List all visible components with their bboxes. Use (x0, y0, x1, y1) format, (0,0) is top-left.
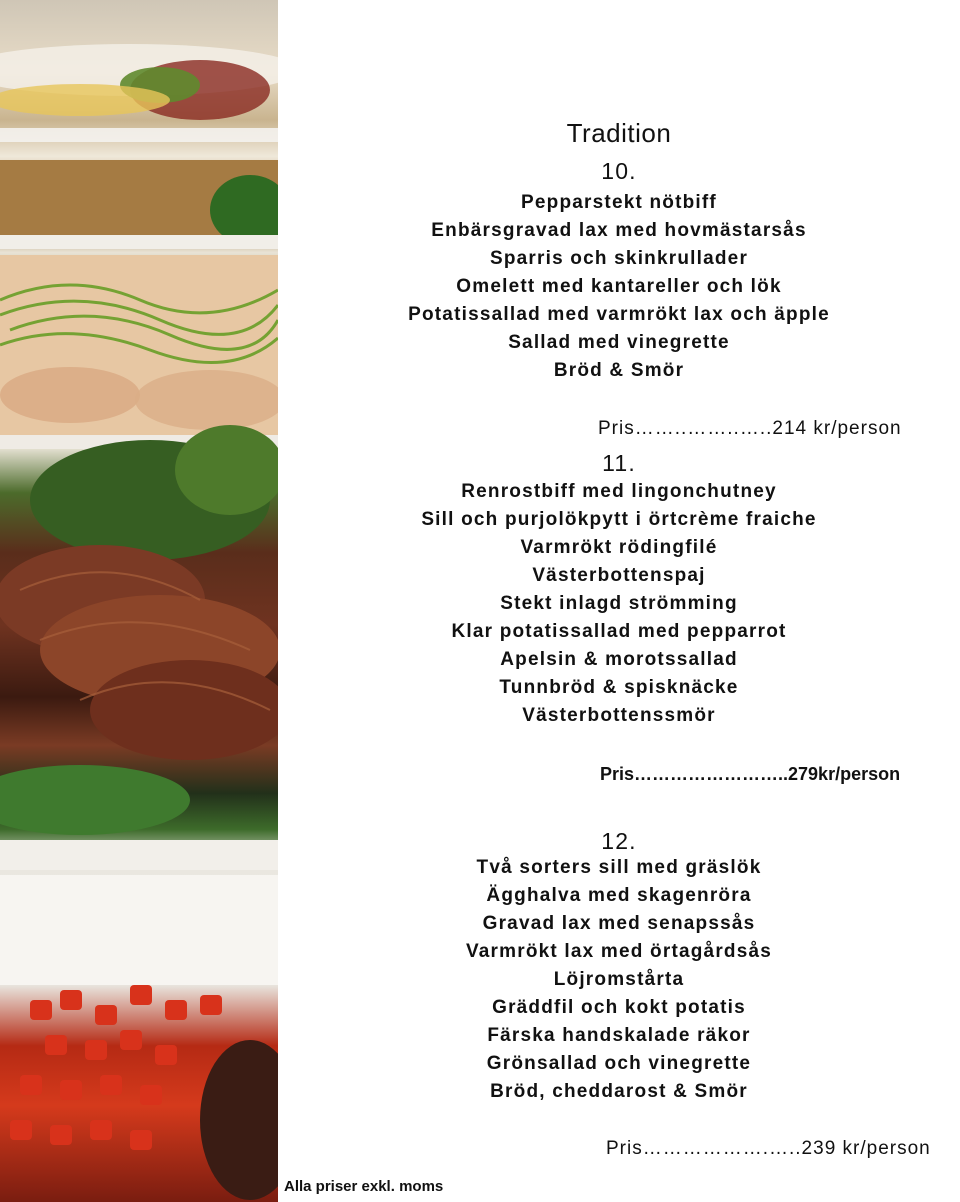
menu-item: Klar potatissallad med pepparrot (451, 621, 787, 642)
menu-item: Tunnbröd & spisknäcke (499, 677, 739, 698)
section-number: 12. (601, 828, 637, 854)
menu-item: Västerbottenssmör (522, 705, 716, 726)
menu (278, 0, 960, 1202)
menu-item: Bröd & Smör (553, 360, 685, 381)
menu-item: Sallad med vinegrette (508, 332, 730, 353)
section-price: Pris……………….…..239 kr/person (606, 1138, 931, 1159)
menu-item: Sparris och skinkrullader (489, 248, 749, 269)
section-price: Pris……………………..279kr/person (600, 764, 901, 784)
menu-item: Omelett med kantareller och lök (456, 276, 782, 297)
buffet-photo-illustration (0, 0, 278, 1202)
menu-item: Två sorters sill med gräslök (476, 857, 762, 878)
menu-item: Sill och purjolökpytt i örtcrème fraiche (421, 509, 817, 530)
menu-item: Varmrökt lax med örtagårdsås (465, 941, 773, 962)
menu-item: Bröd, cheddarost & Smör (490, 1081, 748, 1102)
menu-item: Varmrökt rödingfilé (520, 537, 718, 558)
menu-item: Potatissallad med varmrökt lax och äpple (408, 304, 830, 325)
menu-item: Renrostbiff med lingonchutney (461, 481, 777, 502)
section-number: 11. (602, 450, 636, 476)
menu-item: Grönsallad och vinegrette (486, 1053, 752, 1074)
menu-item: Pepparstekt nötbiff (521, 192, 717, 213)
footnote-vat: Alla priser exkl. moms (284, 1178, 444, 1195)
menu-item: Gravad lax med senapssås (482, 913, 756, 934)
menu-item: Gräddfil och kokt potatis (492, 997, 746, 1018)
menu-title: Tradition (566, 118, 672, 148)
section-price: Pris……..……..…..214 kr/person (598, 418, 902, 439)
menu-item: Västerbottenspaj (532, 565, 706, 586)
section-number: 10. (601, 158, 637, 184)
menu-item: Färska handskalade räkor (487, 1025, 751, 1046)
menu-item: Stekt inlagd strömming (500, 593, 738, 614)
menu-item: Ägghalva med skagenröra (486, 885, 752, 906)
menu-item: Apelsin & morotssallad (500, 649, 738, 670)
buffet-photo (0, 0, 278, 1202)
menu-item: Enbärsgravad lax med hovmästarsås (431, 220, 807, 241)
menu-item: Löjromstårta (553, 969, 685, 990)
